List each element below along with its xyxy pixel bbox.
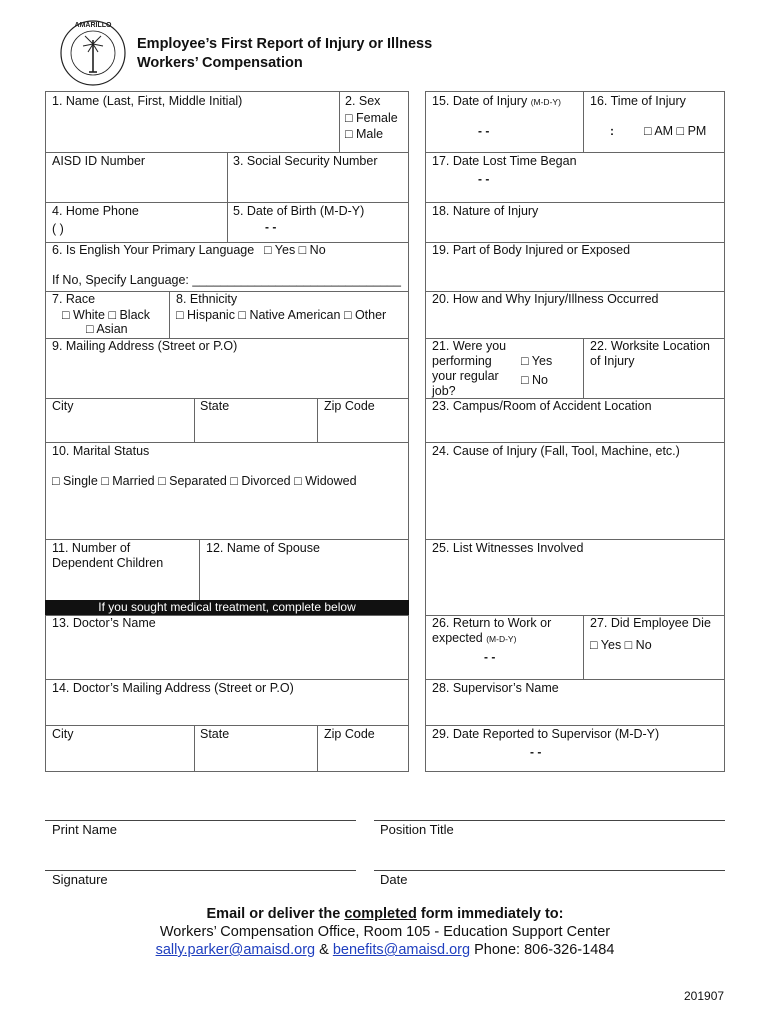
english-yes-no[interactable]: □ Yes □ No — [264, 243, 326, 257]
ethnicity-label: 8. Ethnicity — [176, 292, 238, 306]
name-label: 1. Name (Last, First, Middle Initial) — [52, 94, 243, 108]
return-date-dashes: - - — [484, 650, 496, 664]
email-link-benefits[interactable]: benefits@amaisd.org — [332, 942, 471, 958]
dob-label: 5. Date of Birth (M-D-Y) — [233, 204, 365, 218]
position-title-line[interactable] — [374, 820, 725, 821]
performing-no-checkbox[interactable]: □ No — [521, 373, 549, 387]
print-name-line[interactable] — [45, 820, 356, 821]
performing-job-label-4: job? — [432, 384, 456, 398]
campus-room-label: 23. Campus/Room of Accident Location — [432, 399, 652, 413]
delivery-text-completed: completed — [344, 906, 417, 922]
ethnicity-options[interactable]: □ Hispanic □ Native American □ Other — [176, 308, 387, 322]
date-reported-label: 29. Date Reported to Supervisor (M-D-Y) — [432, 727, 660, 741]
right-table — [425, 91, 725, 772]
medical-banner-text: If you sought medical treatment, complete below — [98, 600, 356, 614]
performing-job-label-3: your regular — [432, 369, 499, 383]
nature-of-injury-label: 18. Nature of Injury — [432, 204, 539, 218]
employee-die-label: 27. Did Employee Die — [590, 616, 711, 630]
performing-job-label-2: performing — [432, 354, 492, 368]
ssn-label: 3. Social Security Number — [233, 154, 378, 168]
form-subtitle: Workers’ Compensation — [137, 55, 303, 71]
time-of-injury-label: 16. Time of Injury — [590, 94, 686, 108]
home-phone-label: 4. Home Phone — [52, 204, 139, 218]
dependents-label: 11. Number of — [52, 541, 131, 555]
lost-time-label: 17. Date Lost Time Began — [432, 154, 577, 168]
specify-language[interactable]: If No, Specify Language: ______________________________ — [52, 273, 401, 287]
performing-job-label: 21. Were you — [432, 339, 507, 353]
form-code: 201907 — [684, 989, 725, 1003]
amp-separator: & — [315, 942, 333, 958]
office-address: Workers’ Compensation Office, Room 105 - Education Support Center — [159, 924, 611, 940]
date-of-injury-text: 15. Date of Injury — [432, 94, 528, 108]
print-name-label: Print Name — [52, 822, 118, 837]
signature-label: Signature — [52, 872, 108, 887]
time-colon: : — [610, 124, 614, 138]
sex-male-checkbox[interactable]: □ Male — [345, 127, 384, 141]
delivery-text-post: form immediately to: — [416, 906, 564, 922]
dob-dashes: - - — [265, 220, 277, 234]
race-label: 7. Race — [52, 292, 96, 306]
sex-label: 2. Sex — [345, 94, 381, 108]
marital-status-label: 10. Marital Status — [52, 444, 150, 458]
spouse-label: 12. Name of Spouse — [206, 541, 320, 555]
position-title-label: Position Title — [380, 822, 454, 837]
race-options[interactable]: □ White □ Black — [62, 308, 151, 322]
supervisor-name-label: 28. Supervisor’s Name — [432, 681, 559, 695]
sex-female-checkbox[interactable]: □ Female — [345, 111, 398, 125]
doctor-state-label: State — [200, 727, 230, 741]
svg-text:AMARILLO: AMARILLO — [74, 22, 112, 29]
return-expected-text: expected — [432, 631, 483, 645]
form-title: Employee’s First Report of Injury or Illness — [137, 36, 433, 52]
phone-area-code[interactable]: ( ) — [52, 222, 64, 236]
state-label: State — [200, 399, 230, 413]
return-format-hint: (M-D-Y) — [486, 634, 517, 644]
performing-yes-checkbox[interactable]: □ Yes — [521, 354, 553, 368]
signature-line[interactable] — [45, 870, 356, 871]
body-part-label: 19. Part of Body Injured or Exposed — [432, 243, 631, 257]
district-logo — [58, 18, 128, 88]
worksite-label-2: of Injury — [590, 354, 635, 368]
date-reported-dashes: - - — [530, 745, 542, 759]
return-expected-label — [432, 631, 516, 647]
marital-options[interactable]: □ Single □ Married □ Separated □ Divorced □ Widowed — [52, 474, 357, 488]
delivery-instruction — [0, 906, 770, 922]
date-label: Date — [380, 872, 408, 887]
date-line[interactable] — [374, 870, 725, 871]
dependents-label-2: Dependent Children — [52, 556, 164, 570]
how-why-label: 20. How and Why Injury/Illness Occurred — [432, 292, 659, 306]
windmill-seal-icon — [58, 18, 128, 88]
employee-die-options[interactable]: □ Yes □ No — [590, 638, 652, 652]
witnesses-label: 25. List Witnesses Involved — [432, 541, 584, 555]
date-of-injury-dashes: - - — [478, 124, 490, 138]
doctor-name-label: 13. Doctor’s Name — [52, 616, 156, 630]
date-of-injury-label — [432, 94, 561, 110]
doctor-address-label: 14. Doctor’s Mailing Address (Street or P.O) — [52, 681, 294, 695]
city-label: City — [52, 399, 74, 413]
contact-line — [0, 942, 770, 958]
lost-time-dashes: - - — [478, 172, 490, 186]
english-question: 6. Is English Your Primary Language — [52, 243, 255, 257]
phone-number: Phone: 806-326-1484 — [470, 942, 615, 958]
delivery-text-pre: Email or deliver the — [206, 906, 345, 922]
am-pm-options[interactable]: □ AM □ PM — [644, 124, 707, 138]
date-format-hint: (M-D-Y) — [530, 97, 561, 107]
doctor-zip-label: Zip Code — [324, 727, 375, 741]
return-to-work-label: 26. Return to Work or — [432, 616, 552, 630]
cause-label: 24. Cause of Injury (Fall, Tool, Machine, etc.) — [432, 444, 680, 458]
mailing-address-label: 9. Mailing Address (Street or P.O) — [52, 339, 238, 353]
email-link-sally[interactable]: sally.parker@amaisd.org — [155, 942, 316, 958]
doctor-city-label: City — [52, 727, 74, 741]
zip-label: Zip Code — [324, 399, 375, 413]
worksite-label: 22. Worksite Location — [590, 339, 710, 353]
aisd-id-label: AISD ID Number — [52, 154, 146, 168]
race-asian[interactable]: □ Asian — [86, 322, 128, 336]
